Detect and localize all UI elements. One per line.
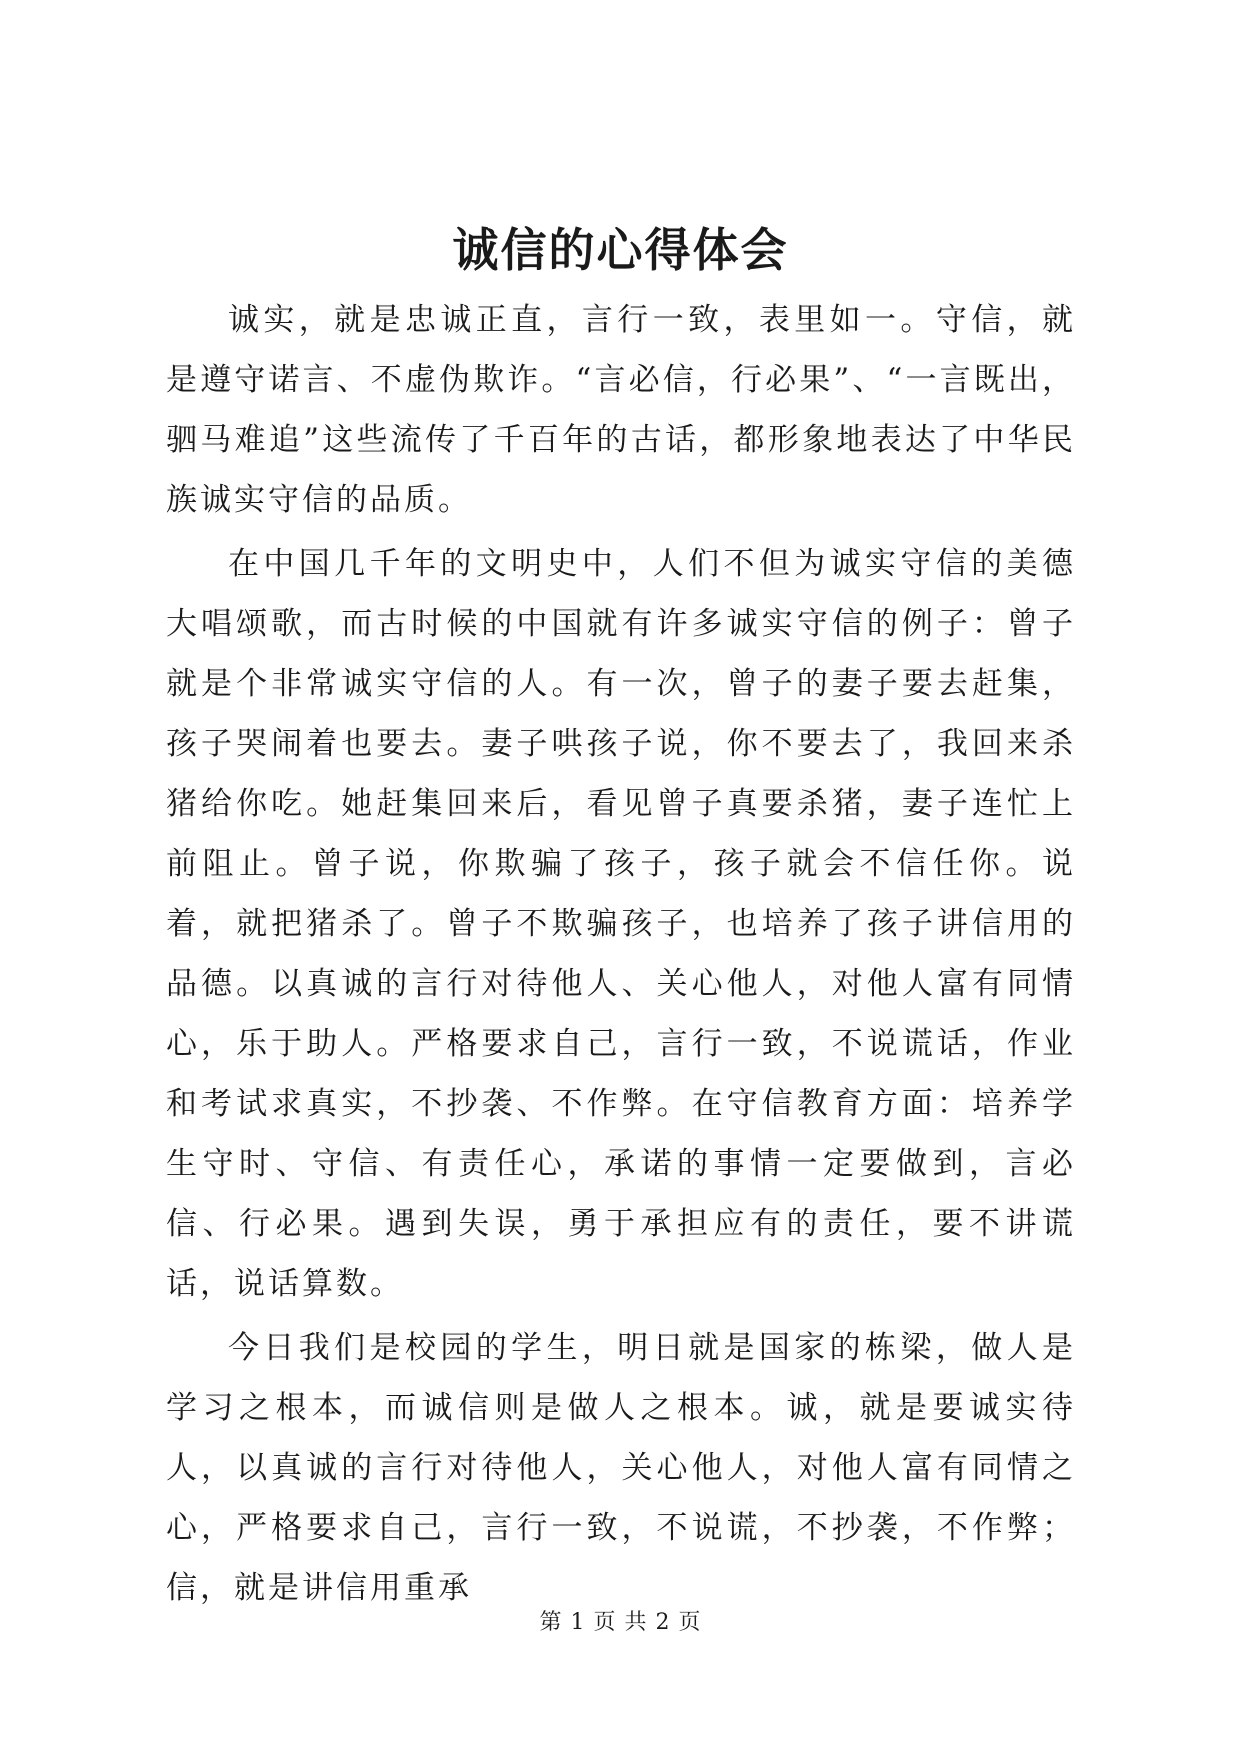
paragraph-2: 在中国几千年的文明史中，人们不但为诚实守信的美德大唱颂歌，而古时候的中国就有许多诚实守信的例子：曾子就是个非常诚实守信的人。有一次，曾子的妻子要去赶集，孩子哭闹着也要去。妻子哄孩子说，你不要去了，我回来杀猪给你吃。她赶集回来后，看见曾子真要杀猪，妻子连忙上前阻止。曾子说，你欺骗了孩子，孩子就会不信任你。说着，就把猪杀了。曾子不欺骗孩子，也培养了孩子讲信用的品德。以真诚的言行对待他人、关心他人，对他人富有同情心，乐于助人。严格要求自己，言行一致，不说谎话，作业和考试求真实，不抄袭、不作弊。在守信教育方面：培养学生守时、守信、有责任心，承诺的事情一定要做到，言必信、行必果。遇到失误，勇于承担应有的责任，要不讲谎话，说话算数。: [166, 546, 1076, 1302]
page-number-label: 第 1 页 共 2 页: [539, 1610, 702, 1635]
paragraph-3: 今日我们是校园的学生，明日就是国家的栋梁，做人是学习之根本，而诚信则是做人之根本。诚，就是要诚实待人，以真诚的言行对待他人，关心他人，对他人富有同情之心，严格要求自己，言行一致，不说谎，不抄袭，不作弊；信，就是讲信用重承: [166, 1330, 1076, 1606]
paragraph-1: 诚实，就是忠诚正直，言行一致，表里如一。守信，就是遵守诺言、不虚伪欺诈。“言必信，行必果”、“一言既出，驷马难追”这些流传了千百年的古话，都形象地表达了中华民族诚实守信的品质。: [166, 302, 1076, 518]
document-body: [166, 290, 1076, 1618]
page-footer: [0, 1608, 1241, 1638]
document-title: 诚信的心得体会: [452, 223, 789, 277]
